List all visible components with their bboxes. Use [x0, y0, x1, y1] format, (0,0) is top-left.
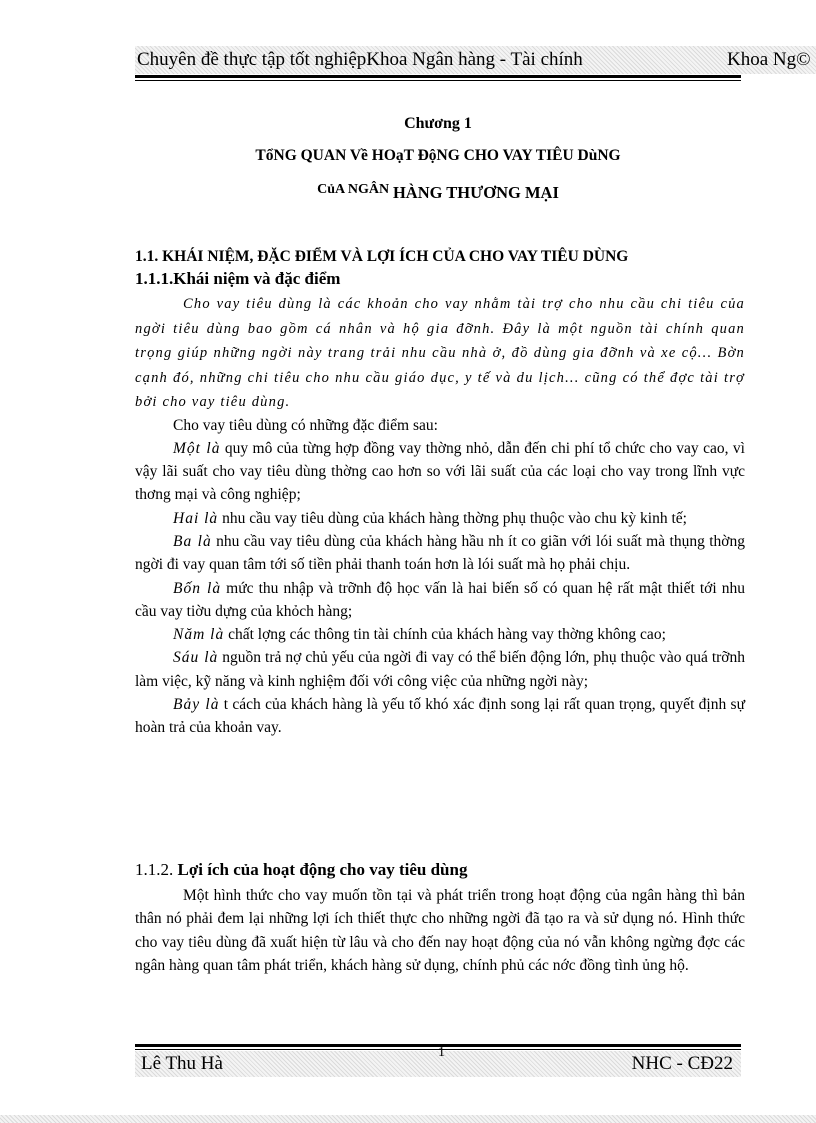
chapter-title-line2a: CủA NGÂN	[317, 182, 390, 197]
feature-label: Sáu là	[173, 649, 219, 667]
feature-text: chất lợng các thông tin tài chính của khách hàng vay thờng không cao;	[224, 626, 666, 644]
feature-label: Bảy là	[173, 696, 220, 714]
chapter-title-line2	[135, 183, 741, 203]
feature-text: t cách của khách hàng là yếu tố khó xác định song lại rất quan trọng, quyết định sự hoàn trả của khoản vay.	[135, 696, 745, 737]
feature-paragraph	[135, 530, 745, 577]
section-heading-1-1-2-title: Lợi ích của hoạt động cho vay tiêu dùng	[177, 860, 468, 879]
feature-paragraph	[135, 693, 745, 740]
footer-right-text: NHC - CĐ22	[631, 1053, 733, 1074]
feature-text: nhu cầu vay tiêu dùng của khách hàng hầu nh ít co giãn với lói suất mà thụng thờng ngời đi vay quan tâm tới số tiền phải thanh toán hơn là lói suất mà họ phải chịu.	[135, 532, 746, 574]
feature-paragraph	[135, 646, 745, 693]
header-rule-thin	[135, 80, 741, 81]
feature-label: Năm là	[173, 626, 225, 644]
feature-label: Ba là	[173, 532, 212, 550]
chapter-label: Chương 1	[404, 115, 472, 132]
feature-text: nhu cầu vay tiêu dùng của khách hàng thờng phụ thuộc vào chu kỳ kinh tế;	[218, 509, 687, 527]
feature-text: mức thu nhập và trỡnh độ học vấn là hai biến số có quan hệ rất mật thiết tới nhu cầu vay tiờu dựng của khỏch hàng;	[135, 579, 745, 620]
section-heading-1-1: 1.1. KHÁI NIỆM, ĐẶC ĐIỂM VÀ LỢI ÍCH CỦA CHO VAY TIÊU DÙNG	[135, 248, 629, 265]
feature-label: Bốn là	[173, 579, 222, 597]
page-header	[135, 46, 816, 74]
page-number: 1	[438, 1045, 445, 1060]
chapter-title-line2b: HÀNG THƯƠNG MẠI	[392, 183, 559, 202]
feature-paragraph	[135, 507, 745, 530]
feature-paragraph	[135, 437, 745, 507]
feature-label: Một là	[173, 439, 221, 457]
section-heading-1-1-2	[135, 860, 467, 880]
section-1-1-1-body	[135, 292, 745, 740]
definition-paragraph: Cho vay tiêu dùng là các khoản cho vay nhằm tài trợ cho nhu cầu chi tiêu của ngời tiêu dùng bao gồm cá nhân và hộ gia đỡnh. Đây là một nguồn tài chính quan trọng giúp những ngời này trang trải nhu cầu nhà ở, đồ dùng gia đỡnh và xe cộ... Bờn cạnh đó, những chi tiêu cho nhu cầu giáo dục, y tế và du lịch... cũng có thể đợc tài trợ bởi cho vay tiêu dùng.	[135, 296, 745, 410]
section-1-1-2-body	[135, 884, 745, 977]
section-heading-1-1-1: 1.1.1.Khái niệm và đặc điểm	[135, 269, 341, 288]
feature-paragraph	[135, 623, 745, 646]
section-heading-1-1-2-number: 1.1.2.	[135, 860, 174, 879]
feature-label: Hai là	[173, 509, 219, 527]
page-bottom-edge	[0, 1115, 816, 1123]
feature-text: quy mô của từng hợp đồng vay thờng nhỏ, dẫn đến chi phí tổ chức cho vay cao, vì vậy lãi suất cho vay tiêu dùng thờng cao hơn so với lãi suất của các loại cho vay trong lĩnh vực thơng mại và công nghiệp;	[135, 439, 745, 504]
benefits-paragraph: Một hình thức cho vay muốn tồn tại và phát triển trong hoạt động của ngân hàng thì bản thân nó phải đem lại những lợi ích thiết thực cho những ngời đã tạo ra và sử dụng nó. Hình thức cho vay tiêu dùng đã xuất hiện từ lâu và cho đến nay hoạt động của nó vẫn không ngừng đợc các ngân hàng quan tâm phát triển, khách hàng sử dụng, chính phủ các nớc đồng tình ủng hộ.	[135, 887, 745, 974]
header-left-text: Chuyên đề thực tập tốt nghiệpKhoa Ngân hàng - Tài chính	[137, 49, 583, 70]
feature-paragraph	[135, 577, 745, 624]
footer-left-text: Lê Thu Hà	[141, 1053, 223, 1074]
header-rule	[135, 75, 741, 78]
features-intro: Cho vay tiêu dùng có những đặc điểm sau:	[173, 416, 438, 434]
chapter-title-line1: TổNG QUAN Về HOạT ĐộNG CHO VAY TIÊU DùNG	[255, 147, 621, 164]
header-right-text: Khoa Ng©	[727, 49, 811, 70]
feature-text: nguồn trả nợ chủ yếu của ngời đi vay có thể biến động lớn, phụ thuộc vào quá trỡnh làm việc, kỹ năng và kinh nghiệm đối với công việc của những ngời này;	[135, 649, 745, 690]
